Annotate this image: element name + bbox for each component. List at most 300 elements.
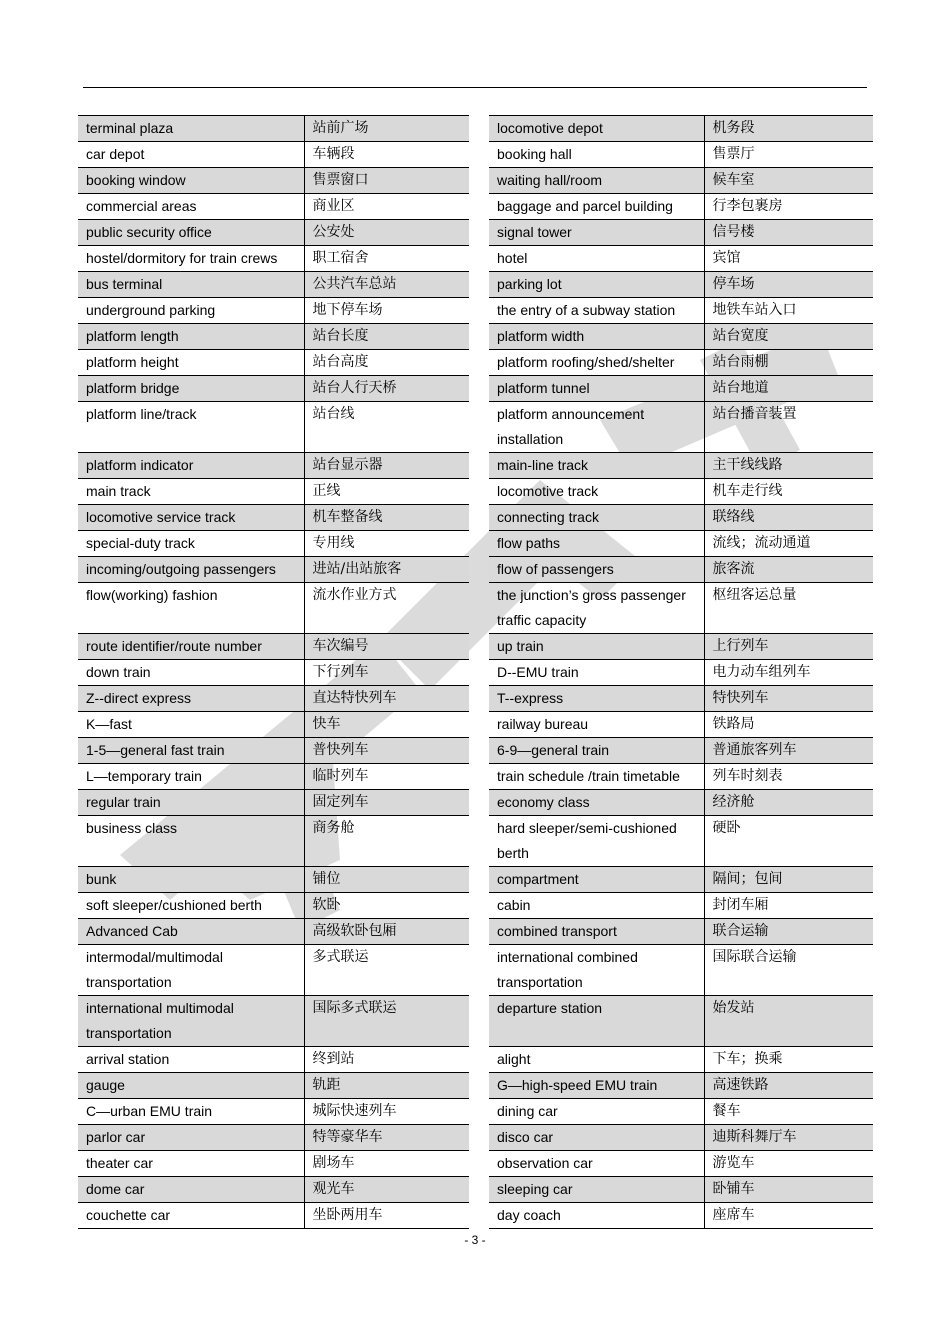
- english-term: [489, 816, 704, 867]
- chinese-term: 高速铁路: [704, 1073, 873, 1099]
- chinese-term: 国际联合运输: [704, 945, 873, 996]
- left-glossary-row: [78, 531, 469, 557]
- english-term: [78, 867, 304, 893]
- chinese-term: 卧铺车: [704, 1177, 873, 1203]
- english-term: [489, 505, 704, 531]
- chinese-term: 隔间；包间: [704, 867, 873, 893]
- left-glossary-row: [78, 738, 469, 764]
- english-term: [78, 1151, 304, 1177]
- chinese-term: 站台人行天桥: [304, 376, 469, 402]
- english-term-line: transportation: [497, 974, 583, 990]
- left-glossary-row: [78, 1125, 469, 1151]
- english-term-line: international multimodal: [86, 1000, 234, 1016]
- chinese-term: 餐车: [704, 1099, 873, 1125]
- chinese-term: 售票窗口: [304, 168, 469, 194]
- chinese-term: 站台高度: [304, 350, 469, 376]
- left-glossary-row: [78, 1203, 469, 1229]
- right-glossary-row: [489, 1047, 873, 1073]
- chinese-term: 机车整备线: [304, 505, 469, 531]
- chinese-term: 正线: [304, 479, 469, 505]
- left-glossary-row: [78, 298, 469, 324]
- english-term: [489, 893, 704, 919]
- chinese-term: 站台播音装置: [704, 402, 873, 453]
- left-glossary-row: [78, 402, 469, 453]
- right-glossary-row: [489, 479, 873, 505]
- english-term-line: hard sleeper/semi-cushioned: [497, 820, 677, 836]
- english-term: [489, 790, 704, 816]
- english-term-line: waiting hall/room: [497, 172, 603, 188]
- english-term-line: transportation: [86, 1025, 172, 1041]
- right-glossary-row: [489, 1177, 873, 1203]
- english-term-line: platform line/track: [86, 406, 197, 422]
- right-glossary-row: [489, 298, 873, 324]
- right-glossary-row: [489, 376, 873, 402]
- chinese-term: 铁路局: [704, 712, 873, 738]
- english-term-line: the entry of a subway station: [497, 302, 676, 318]
- english-term: [78, 1047, 304, 1073]
- english-term: [78, 376, 304, 402]
- right-glossary-row: [489, 660, 873, 686]
- english-term-line: Advanced Cab: [86, 923, 178, 939]
- english-term: [78, 272, 304, 298]
- english-term-line: platform bridge: [86, 380, 180, 396]
- english-term-line: baggage and parcel building: [497, 198, 673, 214]
- right-glossary-row: [489, 1203, 873, 1229]
- english-term: [78, 557, 304, 583]
- english-term-line: parlor car: [86, 1129, 146, 1145]
- right-glossary-row: [489, 945, 873, 996]
- english-term-line: main track: [86, 483, 151, 499]
- english-term: [78, 324, 304, 350]
- chinese-term: 车次编号: [304, 634, 469, 660]
- english-term-line: incoming/outgoing passengers: [86, 561, 276, 577]
- english-term: [78, 1125, 304, 1151]
- english-term-line: C—urban EMU train: [86, 1103, 213, 1119]
- english-term: [489, 531, 704, 557]
- english-term: [78, 583, 304, 634]
- english-term: [489, 350, 704, 376]
- left-glossary-row: [78, 996, 469, 1047]
- chinese-term: 国际多式联运: [304, 996, 469, 1047]
- right-glossary-row: [489, 350, 873, 376]
- chinese-term: 快车: [304, 712, 469, 738]
- english-term-line: departure station: [497, 1000, 603, 1016]
- english-term: [78, 350, 304, 376]
- chinese-term: 职工宿舍: [304, 246, 469, 272]
- english-term-line: platform indicator: [86, 457, 194, 473]
- left-glossary-row: [78, 376, 469, 402]
- chinese-term: 停车场: [704, 272, 873, 298]
- english-term-line: platform tunnel: [497, 380, 590, 396]
- chinese-term: 宾馆: [704, 246, 873, 272]
- english-term-line: day coach: [497, 1207, 561, 1223]
- english-term: [78, 505, 304, 531]
- english-term: [489, 712, 704, 738]
- english-term: [489, 220, 704, 246]
- english-term-line: berth: [497, 845, 529, 861]
- right-glossary-row: [489, 402, 873, 453]
- english-term-line: flow paths: [497, 535, 561, 551]
- english-term: [489, 1073, 704, 1099]
- chinese-term: 城际快速列车: [304, 1099, 469, 1125]
- chinese-term: 站台宽度: [704, 324, 873, 350]
- english-term-line: G—high-speed EMU train: [497, 1077, 658, 1093]
- english-term: [78, 893, 304, 919]
- english-term-line: installation: [497, 431, 564, 447]
- chinese-term: 商业区: [304, 194, 469, 220]
- right-glossary-row: [489, 116, 873, 142]
- english-term: [489, 194, 704, 220]
- left-glossary-row: [78, 634, 469, 660]
- left-glossary-row: [78, 272, 469, 298]
- chinese-term: 联络线: [704, 505, 873, 531]
- right-glossary-row: [489, 1073, 873, 1099]
- english-term: [489, 634, 704, 660]
- english-term-line: car depot: [86, 146, 145, 162]
- english-term: [78, 116, 304, 142]
- english-term: [489, 402, 704, 453]
- english-term-line: booking window: [86, 172, 186, 188]
- left-glossary-row: [78, 583, 469, 634]
- english-term-line: public security office: [86, 224, 212, 240]
- english-term-line: 6-9—general train: [497, 742, 610, 758]
- left-glossary-row: [78, 1073, 469, 1099]
- english-term: [489, 583, 704, 634]
- english-term-line: L—temporary train: [86, 768, 202, 784]
- right-glossary-row: [489, 505, 873, 531]
- english-term: [489, 298, 704, 324]
- english-term: [78, 142, 304, 168]
- right-glossary-row: [489, 893, 873, 919]
- right-glossary-row: [489, 1151, 873, 1177]
- english-term-line: gauge: [86, 1077, 125, 1093]
- english-term: [78, 246, 304, 272]
- english-term: [78, 686, 304, 712]
- right-glossary-row: [489, 453, 873, 479]
- english-term: [78, 298, 304, 324]
- right-glossary-row: [489, 194, 873, 220]
- right-glossary-row: [489, 246, 873, 272]
- chinese-term: 旅客流: [704, 557, 873, 583]
- english-term: [489, 1151, 704, 1177]
- english-term-line: cabin: [497, 897, 531, 913]
- english-term: [78, 738, 304, 764]
- english-term-line: railway bureau: [497, 716, 589, 732]
- right-glossary-row: [489, 867, 873, 893]
- english-term: [489, 764, 704, 790]
- left-glossary-row: [78, 220, 469, 246]
- left-glossary-row: [78, 712, 469, 738]
- left-glossary-row: [78, 816, 469, 867]
- english-term: [489, 376, 704, 402]
- english-term-line: commercial areas: [86, 198, 197, 214]
- left-glossary-row: [78, 919, 469, 945]
- right-glossary-row: [489, 686, 873, 712]
- chinese-term: 售票厅: [704, 142, 873, 168]
- english-term-line: business class: [86, 820, 178, 836]
- header-rule: [83, 87, 867, 88]
- english-term: [489, 738, 704, 764]
- chinese-term: 直达特快列车: [304, 686, 469, 712]
- english-term-line: the junction’s gross passenger: [497, 587, 686, 603]
- english-term-line: route identifier/route number: [86, 638, 262, 654]
- left-glossary-row: [78, 867, 469, 893]
- english-term-line: signal tower: [497, 224, 572, 240]
- left-glossary-row: [78, 1047, 469, 1073]
- english-term: [489, 1099, 704, 1125]
- english-term-line: Z--direct express: [86, 690, 192, 706]
- chinese-term: 主干线线路: [704, 453, 873, 479]
- english-term-line: hotel: [497, 250, 528, 266]
- chinese-term: 坐卧两用车: [304, 1203, 469, 1229]
- english-term-line: traffic capacity: [497, 612, 587, 628]
- chinese-term: 铺位: [304, 867, 469, 893]
- chinese-term: 行李包裹房: [704, 194, 873, 220]
- left-glossary-row: [78, 505, 469, 531]
- left-glossary-row: [78, 945, 469, 996]
- english-term-line: platform width: [497, 328, 585, 344]
- english-term-line: sleeping car: [497, 1181, 573, 1197]
- english-term-line: combined transport: [497, 923, 617, 939]
- english-term: [78, 790, 304, 816]
- english-term: [489, 660, 704, 686]
- english-term: [489, 116, 704, 142]
- english-term-line: booking hall: [497, 146, 572, 162]
- english-term: [78, 996, 304, 1047]
- left-glossary-row: [78, 790, 469, 816]
- english-term-line: compartment: [497, 871, 579, 887]
- english-term: [489, 557, 704, 583]
- chinese-term: 座席车: [704, 1203, 873, 1229]
- chinese-term: 联合运输: [704, 919, 873, 945]
- english-term-line: platform roofing/shed/shelter: [497, 354, 675, 370]
- english-term-line: flow(working) fashion: [86, 587, 218, 603]
- english-term-line: soft sleeper/cushioned berth: [86, 897, 262, 913]
- english-term-line: connecting track: [497, 509, 599, 525]
- english-term: [489, 142, 704, 168]
- english-term: [489, 324, 704, 350]
- left-glossary-row: [78, 1151, 469, 1177]
- chinese-term: 地铁车站入口: [704, 298, 873, 324]
- english-term: [78, 168, 304, 194]
- left-glossary-row: [78, 893, 469, 919]
- chinese-term: 特快列车: [704, 686, 873, 712]
- chinese-term: 迪斯科舞厅车: [704, 1125, 873, 1151]
- english-term-line: disco car: [497, 1129, 554, 1145]
- right-glossary-row: [489, 220, 873, 246]
- left-glossary-row: [78, 660, 469, 686]
- english-term: [489, 453, 704, 479]
- english-term: [78, 919, 304, 945]
- english-term-line: international combined: [497, 949, 638, 965]
- chinese-term: 信号楼: [704, 220, 873, 246]
- glossary-table-left: [78, 115, 469, 1229]
- chinese-term: 终到站: [304, 1047, 469, 1073]
- english-term: [489, 919, 704, 945]
- left-glossary-row: [78, 116, 469, 142]
- right-glossary-row: [489, 168, 873, 194]
- english-term: [78, 634, 304, 660]
- english-term: [78, 531, 304, 557]
- right-glossary-row: [489, 1125, 873, 1151]
- english-term: [489, 479, 704, 505]
- english-term-line: flow of passengers: [497, 561, 614, 577]
- english-term-line: special-duty track: [86, 535, 195, 551]
- chinese-term: 轨距: [304, 1073, 469, 1099]
- chinese-term: 临时列车: [304, 764, 469, 790]
- right-glossary-row: [489, 816, 873, 867]
- left-glossary-row: [78, 686, 469, 712]
- chinese-term: 特等豪华车: [304, 1125, 469, 1151]
- english-term-line: observation car: [497, 1155, 593, 1171]
- chinese-term: 硬卧: [704, 816, 873, 867]
- chinese-term: 公共汽车总站: [304, 272, 469, 298]
- english-term-line: economy class: [497, 794, 590, 810]
- english-term: [78, 945, 304, 996]
- english-term: [489, 996, 704, 1047]
- right-glossary-row: [489, 557, 873, 583]
- chinese-term: 流线；流动通道: [704, 531, 873, 557]
- chinese-term: 上行列车: [704, 634, 873, 660]
- english-term-line: couchette car: [86, 1207, 171, 1223]
- chinese-term: 游览车: [704, 1151, 873, 1177]
- chinese-term: 站台长度: [304, 324, 469, 350]
- english-term-line: transportation: [86, 974, 172, 990]
- left-glossary-row: [78, 246, 469, 272]
- chinese-term: 枢纽客运总量: [704, 583, 873, 634]
- left-glossary-row: [78, 194, 469, 220]
- english-term-line: T--express: [497, 690, 564, 706]
- chinese-term: 进站/出站旅客: [304, 557, 469, 583]
- left-glossary-row: [78, 453, 469, 479]
- chinese-term: 软卧: [304, 893, 469, 919]
- left-glossary-row: [78, 168, 469, 194]
- english-term-line: arrival station: [86, 1051, 170, 1067]
- chinese-term: 始发站: [704, 996, 873, 1047]
- english-term: [489, 246, 704, 272]
- english-term: [489, 168, 704, 194]
- chinese-term: 地下停车场: [304, 298, 469, 324]
- chinese-term: 列车时刻表: [704, 764, 873, 790]
- english-term-line: hostel/dormitory for train crews: [86, 250, 278, 266]
- chinese-term: 专用线: [304, 531, 469, 557]
- right-glossary-row: [489, 272, 873, 298]
- english-term: [489, 867, 704, 893]
- english-term: [78, 816, 304, 867]
- english-term-line: alight: [497, 1051, 531, 1067]
- chinese-term: 电力动车组列车: [704, 660, 873, 686]
- english-term: [78, 1203, 304, 1229]
- chinese-term: 经济舱: [704, 790, 873, 816]
- left-glossary-row: [78, 1099, 469, 1125]
- english-term: [78, 660, 304, 686]
- right-glossary-row: [489, 531, 873, 557]
- chinese-term: 剧场车: [304, 1151, 469, 1177]
- english-term: [78, 453, 304, 479]
- english-term: [489, 1177, 704, 1203]
- left-glossary-row: [78, 1177, 469, 1203]
- chinese-term: 机务段: [704, 116, 873, 142]
- english-term-line: up train: [497, 638, 544, 654]
- english-term: [78, 479, 304, 505]
- english-term: [78, 194, 304, 220]
- english-term-line: parking lot: [497, 276, 562, 292]
- english-term: [489, 272, 704, 298]
- right-glossary-row: [489, 738, 873, 764]
- english-term-line: D--EMU train: [497, 664, 579, 680]
- chinese-term: 观光车: [304, 1177, 469, 1203]
- english-term-line: theater car: [86, 1155, 153, 1171]
- chinese-term: 多式联运: [304, 945, 469, 996]
- chinese-term: 站前广场: [304, 116, 469, 142]
- english-term: [78, 402, 304, 453]
- right-glossary-row: [489, 996, 873, 1047]
- chinese-term: 流水作业方式: [304, 583, 469, 634]
- chinese-term: 商务舱: [304, 816, 469, 867]
- chinese-term: 下车；换乘: [704, 1047, 873, 1073]
- english-term-line: platform announcement: [497, 406, 645, 422]
- chinese-term: 站台显示器: [304, 453, 469, 479]
- english-term-line: regular train: [86, 794, 161, 810]
- english-term-line: bunk: [86, 871, 117, 887]
- english-term-line: terminal plaza: [86, 120, 174, 136]
- chinese-term: 高级软卧包厢: [304, 919, 469, 945]
- english-term-line: locomotive track: [497, 483, 599, 499]
- right-glossary-row: [489, 790, 873, 816]
- english-term-line: underground parking: [86, 302, 216, 318]
- english-term: [78, 764, 304, 790]
- left-glossary-row: [78, 324, 469, 350]
- english-term-line: intermodal/multimodal: [86, 949, 223, 965]
- right-glossary-row: [489, 919, 873, 945]
- right-glossary-row: [489, 764, 873, 790]
- english-term-line: platform height: [86, 354, 179, 370]
- chinese-term: 固定列车: [304, 790, 469, 816]
- left-glossary-row: [78, 764, 469, 790]
- chinese-term: 普快列车: [304, 738, 469, 764]
- left-glossary-row: [78, 142, 469, 168]
- english-term: [489, 945, 704, 996]
- english-term-line: locomotive service track: [86, 509, 236, 525]
- right-glossary-row: [489, 1099, 873, 1125]
- english-term-line: bus terminal: [86, 276, 163, 292]
- chinese-term: 车辆段: [304, 142, 469, 168]
- english-term-line: dining car: [497, 1103, 558, 1119]
- english-term: [78, 220, 304, 246]
- left-glossary-row: [78, 479, 469, 505]
- chinese-term: 候车室: [704, 168, 873, 194]
- right-glossary-row: [489, 634, 873, 660]
- chinese-term: 站台地道: [704, 376, 873, 402]
- english-term: [78, 1099, 304, 1125]
- chinese-term: 站台线: [304, 402, 469, 453]
- english-term-line: 1-5—general fast train: [86, 742, 225, 758]
- chinese-term: 封闭车厢: [704, 893, 873, 919]
- english-term: [489, 1047, 704, 1073]
- page-number: - 3 -: [464, 1233, 486, 1247]
- chinese-term: 公安处: [304, 220, 469, 246]
- english-term-line: train schedule /train timetable: [497, 768, 680, 784]
- english-term: [78, 1177, 304, 1203]
- english-term: [78, 712, 304, 738]
- chinese-term: 普通旅客列车: [704, 738, 873, 764]
- right-glossary-row: [489, 712, 873, 738]
- right-glossary-row: [489, 583, 873, 634]
- chinese-term: 下行列车: [304, 660, 469, 686]
- right-glossary-row: [489, 324, 873, 350]
- english-term: [489, 686, 704, 712]
- english-term-line: platform length: [86, 328, 179, 344]
